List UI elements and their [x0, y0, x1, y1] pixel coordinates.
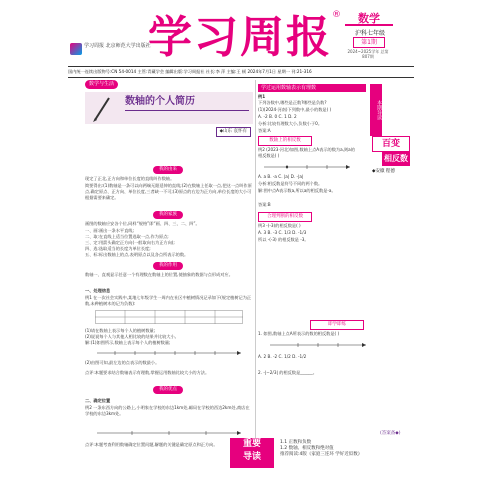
article-author: ◆山东 袁怀有 — [216, 127, 251, 137]
paragraph: 画图的数轴应安各个位,同样“规格”即“画、四、三、二、四”。 — [85, 221, 200, 226]
masthead-title: 学习周报 — [148, 12, 332, 63]
paragraph: 例2 一条东西方向的公路上,小明家在学校的东边1km处,邮局在学校的西边2km处,商店在学校的东边3km处。 — [85, 405, 250, 416]
paragraph: 一、画:画出一条水平直线; — [85, 228, 134, 233]
paragraph: 例1 在一次社会实践中,某地七年级学生一周内在社区中植树情况记录如下(规定植树记为正数,未种植树木的记为负数): — [85, 295, 252, 306]
practice-line: 2. -|−2/3| 的相反数是______。 — [258, 370, 317, 375]
paragraph: 二、取:在直线上适当位置选取一点,作为原点; — [85, 234, 169, 239]
example-text: 下列各数中,哪些是正数?哪些是负数? — [258, 100, 327, 105]
footer-badge — [230, 438, 274, 468]
issue-number: 第1期 — [353, 37, 385, 48]
example-line: 答案:B — [258, 202, 271, 207]
example-line: A. a B. -a C. |a| D. -|a| — [258, 174, 304, 179]
example-line: 所以 -(-3) 的相反数是 -3。 — [258, 237, 309, 242]
left-article — [85, 80, 253, 460]
footer-item: 推荐阅读:4版《家庭三连环 学好近似数》 — [280, 452, 363, 457]
example-line: 解:图中点A表示数a,所以a的相反数是-a。 — [258, 188, 336, 193]
practice-line: A. 2 B. -2 C. 1/2 D. -1/2 — [258, 354, 307, 359]
paragraph: 二、确定位置 — [85, 398, 111, 403]
issue-subtext: 2024~2025学年 总第807期 — [347, 49, 389, 59]
record-table-icon — [95, 310, 243, 324]
paragraph: 点评:本题要求结合数轴表示有理数,掌握运用数轴比较大小的方法。 — [85, 370, 210, 375]
registered-mark: ® — [332, 10, 341, 20]
paragraph: 四、选:选取适当的长度为单位长度; — [85, 246, 151, 251]
example-line: 答案:A — [258, 128, 271, 133]
subject-label: 数学 — [345, 10, 393, 26]
footer-badge-line: 导读 — [242, 452, 261, 462]
feature-vertical-label: 本期导读 — [370, 84, 382, 136]
right-section-header: 学过运用数轴表示有理数 — [258, 84, 366, 92]
paragraph: 五、标:标出数轴上的点,表明原点以及各点所表示的数。 — [85, 252, 189, 257]
footer-guide — [230, 438, 408, 468]
practice-line: 1. 如图,数轴上点A所表示的数的相反数是( ) — [258, 331, 340, 336]
footer-list — [280, 440, 410, 458]
subhead-origin: 我的由来 — [153, 166, 183, 174]
column-divider — [255, 80, 256, 438]
paragraph: 三、定:用箭头确定正方向(一般取向右为正方向); — [85, 240, 175, 245]
publisher-logo-text: 学习周报 北京师范大学出版社 — [84, 43, 151, 49]
feature-title-1: 百变 — [372, 136, 410, 152]
number-line-icon — [262, 162, 352, 172]
example-line: 分析:相反数是符号不同的两个数。 — [258, 181, 323, 186]
article-title: 数轴的个人简历 — [125, 94, 249, 111]
pencil-icon — [91, 94, 113, 122]
feature-author: ◆安徽 程德 — [372, 169, 395, 174]
footer-item: 1.2 数轴、相反数和绝对值 — [280, 446, 334, 451]
footer-item: 1.1 正数和负数 — [280, 440, 312, 445]
publisher-logo-icon — [70, 43, 82, 55]
paragraph: 解:(1)如图所示,数轴上表示每个人的植树数量; — [85, 340, 171, 345]
subhead-family: 我的家族 — [153, 211, 183, 219]
example-line: 例2 (2023·河北)如图,数轴上点A表示的数为a,则a的相反数是( ) — [258, 147, 355, 158]
subsection-label: 合理判断的相反数 — [258, 212, 312, 222]
subhead-advantage: 我的优点 — [153, 386, 183, 394]
subhead-function: 我的作用 — [153, 262, 183, 270]
section-tag: 数学与生活 — [85, 80, 118, 89]
paragraph: 一、处理信息 — [85, 288, 111, 293]
paragraph: 简要得出:(1)数轴是一条可以向两端无限延伸的直线;(2)在数轴上任取一点,把这一点叫作原点,确定原点、正方向、单位长度,三者缺一不可;(3)原点的右边为正方向,单位长度的大小可根据需要来确定。 — [85, 183, 252, 200]
paragraph: 点评:本题考查利用数轴确定位置问题,解题的关键是确定原点和正方向。 — [85, 442, 218, 447]
example-line: 分析:比较有理数大小,负数小于0。 — [258, 121, 323, 126]
number-line-icon — [95, 428, 243, 438]
example-line: 例3 -(-3)的相反数是( ) — [258, 223, 301, 228]
publication-info-bar: 国内统一连续出版物号:CN 54-0014 主管:青藏学会 编辑出版:学习周报社 社长:李 萍 主编:王 顿 2024年7月1日 星期一 刊:21-316 — [68, 66, 414, 78]
subsection-label: 数轴上的相反数 — [258, 136, 312, 146]
example-line: A. 3 B. -3 C. 1/3 D. -1/3 — [258, 230, 307, 235]
paragraph: (2)说说每个人与其他人相比较的结果并比较大小。 — [85, 334, 179, 339]
example-title: 例1 — [258, 94, 266, 99]
footer-badge-line: 重要 — [242, 439, 261, 449]
paragraph: 现定了正北,正方向和单位长度的直线叫作数轴。 — [85, 176, 175, 181]
number-line-icon — [95, 348, 243, 358]
feature-title-2: 相反数 — [382, 152, 410, 166]
subsection-label: 即学即练 — [310, 320, 364, 330]
grade-label: 沪科七年级 — [354, 30, 385, 37]
paragraph: (1)请在数轴上表示每个人的植树数量; — [85, 328, 156, 333]
example-line: (1)(2024·河南)下列数中,最小的数是( ) — [258, 107, 332, 112]
paragraph: 数轴一、直观显示任意一个有理数在数轴上的位置,使抽象的数据与点形成对应。 — [85, 272, 233, 277]
example-line: A. -2 B. 0 C. 1 D. 2 — [258, 114, 297, 119]
paragraph: (2)由图可知,最左边的点表示的数最小。 — [85, 360, 160, 365]
number-line-icon — [268, 340, 368, 350]
feature-box — [370, 84, 408, 164]
answer-tag: (答案备◆) — [380, 431, 401, 436]
